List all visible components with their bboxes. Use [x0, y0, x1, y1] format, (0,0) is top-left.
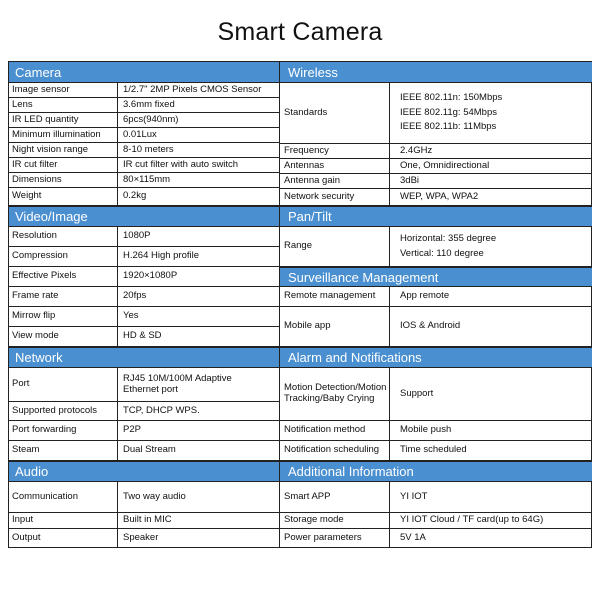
row-value: P2P: [117, 421, 279, 440]
standard-item: IEEE 802.11n: 150Mbps: [400, 91, 503, 103]
table-row: [280, 421, 592, 441]
row-value: Yes: [117, 307, 279, 326]
row-value: Built in MIC: [117, 513, 279, 528]
row-label: Image sensor: [12, 83, 70, 95]
row-value: H.264 High profile: [117, 247, 279, 266]
section-header-alarm: Alarm and Notifications: [280, 347, 592, 368]
row-label: Mirrow flip: [12, 310, 56, 322]
table-row: [9, 529, 279, 548]
standards-list: [389, 83, 592, 143]
row-value: YI IOT Cloud / TF card(up to 64G): [389, 513, 592, 528]
table-row: [9, 158, 279, 173]
section-header-additional: Additional Information: [280, 461, 592, 482]
row-label: Supported protocols: [12, 404, 98, 416]
row-value: Two way audio: [117, 482, 279, 512]
table-row: [9, 247, 279, 267]
row-label: Frame rate: [12, 290, 59, 302]
row-label: Storage mode: [284, 514, 344, 526]
row-label: Motion Detection/Motion Tracking/Baby Crying: [284, 382, 387, 404]
row-value: 5V 1A: [389, 529, 592, 547]
row-label: Dimensions: [12, 173, 62, 185]
row-value: IOS & Android: [389, 307, 592, 346]
section-header-pantilt: Pan/Tilt: [280, 206, 592, 227]
table-row: [280, 144, 592, 159]
row-value: 2.4GHz: [389, 144, 592, 158]
row-value: One, Omnidirectional: [389, 159, 592, 173]
row-label: IR LED quantity: [12, 113, 79, 125]
row-label: Smart APP: [284, 490, 331, 502]
row-value: 80×115mm: [117, 173, 279, 187]
table-row: [9, 421, 279, 441]
table-row: [280, 287, 592, 307]
section-header-network: Network: [9, 347, 279, 368]
row-label: Remote management: [284, 290, 376, 302]
row-value: 0.2kg: [117, 188, 279, 205]
row-label: Antennas: [284, 159, 325, 171]
row-value: 6pcs(940nm): [117, 113, 279, 127]
table-row: [280, 227, 592, 267]
table-row: [9, 267, 279, 287]
row-label: Power parameters: [284, 531, 362, 543]
range-list: [389, 227, 592, 266]
row-value: HD & SD: [117, 327, 279, 346]
row-label: Port: [12, 378, 30, 390]
row-label: Notification scheduling: [284, 444, 380, 456]
spec-table: [8, 61, 592, 548]
range-item: Horizontal: 355 degree: [400, 232, 497, 244]
row-value: YI IOT: [389, 482, 592, 512]
row-label: Compression: [12, 250, 68, 262]
table-row: [9, 98, 279, 113]
row-label: Night vision range: [12, 143, 89, 155]
section-header-wireless: Wireless: [280, 61, 592, 83]
range-item: Vertical: 110 degree: [400, 247, 484, 259]
row-label: Output: [12, 531, 41, 543]
right-column: [279, 62, 592, 547]
table-row: [280, 174, 592, 189]
section-header-camera: Camera: [9, 61, 279, 83]
row-label: Mobile app: [284, 320, 331, 332]
row-label: Antenna gain: [284, 174, 340, 186]
row-value: 0.01Lux: [117, 128, 279, 142]
left-column: [9, 62, 279, 547]
table-row: [9, 368, 279, 402]
row-label: IR cut filter: [12, 158, 58, 170]
row-label: Frequency: [284, 144, 329, 156]
row-value: Dual Stream: [117, 441, 279, 460]
table-row: [9, 113, 279, 128]
row-value: 1080P: [117, 227, 279, 246]
table-row: [9, 188, 279, 206]
table-row: [9, 402, 279, 421]
page-title: Smart Camera: [217, 18, 383, 46]
table-row: [280, 441, 592, 461]
table-row: [280, 159, 592, 174]
table-row: [280, 307, 592, 347]
row-label: Effective Pixels: [12, 270, 77, 282]
section-header-video: Video/Image: [9, 206, 279, 227]
row-value: TCP, DHCP WPS.: [117, 402, 279, 420]
section-header-audio: Audio: [9, 461, 279, 482]
row-label: Resolution: [12, 230, 57, 242]
table-row: [9, 327, 279, 347]
row-value: 8-10 meters: [117, 143, 279, 157]
row-value: 1920×1080P: [117, 267, 279, 286]
table-row: [280, 189, 592, 206]
table-row: [280, 482, 592, 513]
table-row: [9, 173, 279, 188]
table-row: [9, 307, 279, 327]
row-value: RJ45 10M/100M Adaptive Ethernet port: [117, 368, 279, 401]
row-label: Minimum illumination: [12, 128, 101, 140]
row-value: 1/2.7" 2MP Pixels CMOS Sensor: [117, 83, 279, 97]
table-row: [280, 368, 592, 421]
row-value: Mobile push: [389, 421, 592, 440]
row-label: Port forwarding: [12, 424, 77, 436]
table-row: [280, 83, 592, 144]
table-row: [9, 287, 279, 307]
row-label: Communication: [12, 490, 78, 502]
standard-item: IEEE 802.11g: 54Mbps: [400, 106, 497, 118]
section-header-surveillance: Surveillance Management: [280, 267, 592, 287]
table-row: [9, 513, 279, 529]
row-label: Range: [284, 240, 312, 252]
table-row: [9, 441, 279, 461]
row-label: Input: [12, 514, 34, 526]
row-label: Steam: [12, 444, 40, 456]
row-label: Weight: [12, 190, 42, 202]
row-label: View mode: [12, 330, 59, 342]
row-value: Time scheduled: [389, 441, 592, 460]
table-row: [280, 513, 592, 529]
table-row: [9, 482, 279, 513]
standard-item: IEEE 802.11b: 11Mbps: [400, 121, 497, 133]
row-value: IR cut filter with auto switch: [117, 158, 279, 172]
table-row: [9, 143, 279, 158]
row-label: Standards: [284, 106, 328, 118]
table-row: [9, 83, 279, 98]
table-row: [9, 227, 279, 247]
table-row: [9, 128, 279, 143]
row-value: 3.6mm fixed: [117, 98, 279, 112]
row-value: 20fps: [117, 287, 279, 306]
row-value: Support: [389, 368, 592, 420]
row-value: 3dBi: [389, 174, 592, 188]
row-label: Notification method: [284, 424, 366, 436]
row-label: Network security: [284, 190, 355, 202]
row-value: Speaker: [117, 529, 279, 547]
table-row: [280, 529, 592, 548]
row-value: WEP, WPA, WPA2: [389, 189, 592, 205]
row-value: App remote: [389, 287, 592, 306]
row-label: Lens: [12, 98, 33, 110]
